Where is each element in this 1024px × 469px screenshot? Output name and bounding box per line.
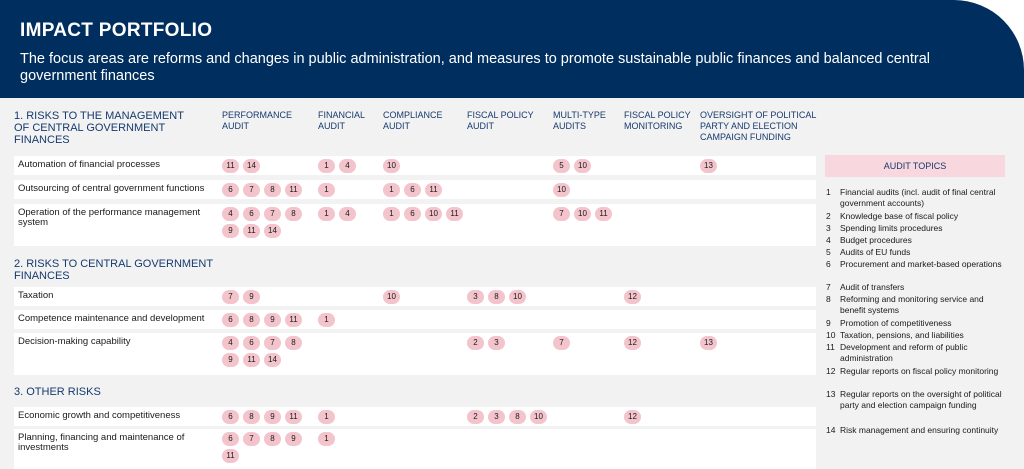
audit-topic-badge: 11 [595, 207, 612, 221]
audit-topic-badge: 8 [264, 432, 281, 446]
legend-number: 9 [826, 318, 831, 328]
row-label: Planning, financing and maintenance of investments [18, 432, 185, 453]
audit-topic-badge: 1 [318, 313, 335, 327]
row-label: Competence maintenance and development [18, 313, 205, 324]
audit-topic-badge: 2 [467, 410, 484, 424]
audit-topic-badge: 10 [553, 183, 570, 197]
audit-topic-badge: 11 [446, 207, 463, 221]
audit-topic-badge: 5 [553, 159, 570, 173]
legend-number: 14 [826, 425, 836, 435]
audit-topic-badge: 7 [553, 207, 570, 221]
audit-topic-badge: 13 [700, 159, 717, 173]
audit-topic-badge: 8 [285, 336, 302, 350]
audit-topic-badge: 8 [264, 183, 281, 197]
audit-topic-badge: 10 [383, 290, 400, 304]
legend-number: 2 [826, 211, 831, 221]
audit-topic-badge: 10 [383, 159, 400, 173]
audit-topic-badge: 6 [404, 207, 421, 221]
audit-topic-badge: 8 [285, 207, 302, 221]
audit-topic-badge: 6 [222, 410, 239, 424]
legend-number: 5 [826, 247, 831, 257]
legend-text: Procurement and market-based operations [840, 259, 1002, 269]
legend-text: Risk management and ensuring continuity [840, 425, 999, 435]
audit-topic-badge: 11 [285, 410, 302, 424]
audit-topic-badge: 1 [318, 207, 335, 221]
audit-topic-badge: 3 [488, 336, 505, 350]
audit-topic-badge: 6 [222, 183, 239, 197]
header-banner [0, 0, 1024, 98]
audit-topic-badge: 11 [285, 313, 302, 327]
legend-text: Audits of EU funds [840, 247, 911, 257]
legend-number: 11 [826, 342, 835, 352]
audit-topic-badge: 11 [222, 449, 239, 463]
legend-number: 3 [826, 223, 831, 233]
audit-topic-badge: 8 [243, 313, 260, 327]
legend-number: 7 [826, 282, 831, 292]
audit-topic-badge: 10 [530, 410, 547, 424]
audit-topic-badge: 11 [425, 183, 442, 197]
audit-topic-badge: 12 [624, 410, 641, 424]
audit-topic-badge: 10 [574, 159, 591, 173]
audit-topic-badge: 6 [404, 183, 421, 197]
audit-topic-badge: 4 [339, 207, 356, 221]
column-header: OVERSIGHT OF POLITICAL PARTY AND ELECTION CAMPAIGN FUNDING [700, 110, 817, 142]
row-label: Economic growth and competitiveness [18, 410, 181, 421]
audit-topic-badge: 9 [243, 290, 260, 304]
legend-text: Promotion of competitiveness [840, 318, 952, 328]
audit-topic-badge: 9 [264, 410, 281, 424]
legend-text: Regular reports on the oversight of political party and election campaign funding [840, 389, 1002, 410]
audit-topic-badge: 14 [243, 159, 260, 173]
audit-topic-badge: 1 [318, 183, 335, 197]
legend-number: 8 [826, 294, 831, 304]
audit-topic-badge: 7 [553, 336, 570, 350]
column-header: PERFORMANCE AUDIT [222, 110, 293, 131]
legend-number: 10 [826, 330, 836, 340]
legend-text: Financial audits (incl. audit of final central government accounts) [840, 187, 996, 208]
audit-topic-badge: 1 [383, 183, 400, 197]
audit-topic-badge: 10 [574, 207, 591, 221]
audit-topic-badge: 10 [509, 290, 526, 304]
audit-topic-badge: 7 [243, 432, 260, 446]
audit-topic-badge: 7 [243, 183, 260, 197]
audit-topic-badge: 2 [467, 336, 484, 350]
audit-topic-badge: 6 [243, 336, 260, 350]
audit-topic-badge: 6 [222, 313, 239, 327]
audit-topic-badge: 11 [243, 353, 260, 367]
audit-topic-badge: 1 [383, 207, 400, 221]
row-label: Automation of financial processes [18, 159, 161, 170]
column-header: FINANCIAL AUDIT [318, 110, 365, 131]
audit-topic-badge: 1 [318, 432, 335, 446]
legend-text: Spending limits procedures [840, 223, 943, 233]
audit-topic-badge: 6 [243, 207, 260, 221]
audit-topic-badge: 3 [467, 290, 484, 304]
column-header: FISCAL POLICY MONITORING [624, 110, 691, 131]
row-label: Decision-making capability [18, 336, 131, 347]
legend-number: 1 [826, 187, 831, 197]
audit-topic-badge: 8 [243, 410, 260, 424]
page-title: IMPACT PORTFOLIO [20, 20, 213, 41]
page-subtitle: The focus areas are reforms and changes in public administration, and measures to promote sustainable public finances and balanced central government finances [20, 51, 930, 84]
audit-topic-badge: 11 [222, 159, 239, 173]
row-label: Outsourcing of central government functions [18, 183, 205, 194]
section-title: 2. RISKS TO CENTRAL GOVERNMENT FINANCES [14, 258, 213, 282]
legend-text: Development and reform of public administration [840, 342, 968, 363]
row-label: Operation of the performance management system [18, 207, 201, 228]
audit-topic-badge: 9 [264, 313, 281, 327]
audit-topic-badge: 7 [264, 207, 281, 221]
audit-topic-badge: 12 [624, 336, 641, 350]
legend-number: 13 [826, 389, 836, 399]
legend-header: AUDIT TOPICS [825, 155, 1005, 177]
section-title: 1. RISKS TO THE MANAGEMENT OF CENTRAL GOVERNMENT FINANCES [14, 110, 184, 146]
legend-number: 12 [826, 366, 836, 376]
audit-topic-badge: 9 [285, 432, 302, 446]
audit-topic-badge: 8 [488, 290, 505, 304]
legend-text: Regular reports on fiscal policy monitoring [840, 366, 999, 376]
audit-topic-badge: 1 [318, 410, 335, 424]
audit-topic-badge: 11 [243, 224, 260, 238]
column-header: FISCAL POLICY AUDIT [467, 110, 534, 131]
column-header: MULTI-TYPE AUDITS [553, 110, 606, 131]
audit-topic-badge: 13 [700, 336, 717, 350]
audit-topic-badge: 7 [222, 290, 239, 304]
legend-text: Taxation, pensions, and liabilities [840, 330, 964, 340]
audit-topic-badge: 4 [222, 207, 239, 221]
legend-text: Reforming and monitoring service and benefit systems [840, 294, 984, 315]
audit-topic-badge: 14 [264, 224, 281, 238]
legend-text: Audit of transfers [840, 282, 905, 292]
audit-topic-badge: 12 [624, 290, 641, 304]
audit-topic-badge: 4 [339, 159, 356, 173]
audit-topic-badge: 10 [425, 207, 442, 221]
audit-topic-badge: 7 [264, 336, 281, 350]
legend-text: Knowledge base of fiscal policy [840, 211, 959, 221]
audit-topic-badge: 4 [222, 336, 239, 350]
audit-topic-badge: 9 [222, 353, 239, 367]
section-title: 3. OTHER RISKS [14, 386, 101, 398]
audit-topic-badge: 11 [285, 183, 302, 197]
legend-number: 4 [826, 235, 831, 245]
legend-text: Budget procedures [840, 235, 912, 245]
audit-topic-badge: 8 [509, 410, 526, 424]
legend-number: 6 [826, 259, 831, 269]
audit-topic-badge: 3 [488, 410, 505, 424]
audit-topic-badge: 6 [222, 432, 239, 446]
audit-topic-badge: 9 [222, 224, 239, 238]
column-header: COMPLIANCE AUDIT [383, 110, 443, 131]
audit-topic-badge: 14 [264, 353, 281, 367]
audit-topic-badge: 1 [318, 159, 335, 173]
row-label: Taxation [18, 290, 54, 301]
